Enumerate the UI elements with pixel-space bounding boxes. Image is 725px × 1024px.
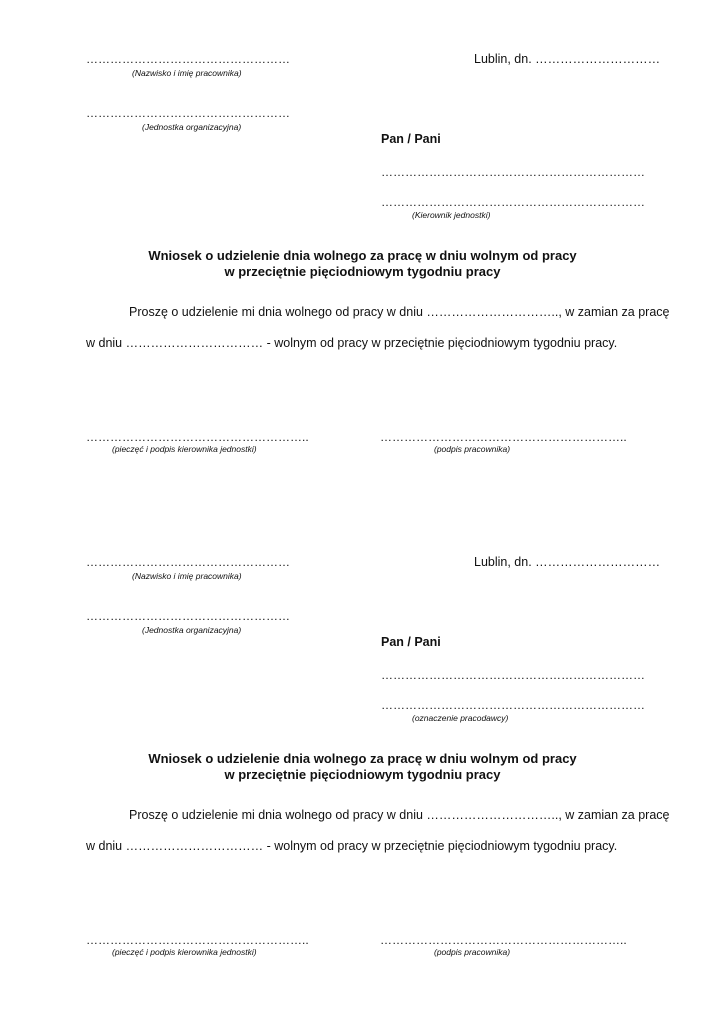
request-title-line-2: w przeciętnie pięciodniowym tygodniu pracy bbox=[224, 767, 501, 782]
request-body-line-2: w dniu …………………………… - wolnym od pracy w przeciętnie pięciodniowym tygodniu pracy. bbox=[86, 839, 618, 853]
employee-name-line: …………………………………………… bbox=[86, 52, 290, 66]
manager-signature-line: ……………………………………………….. bbox=[86, 933, 309, 947]
manager-signature-caption: (pieczęć i podpis kierownika jednostki) bbox=[112, 444, 257, 454]
date-field: Lublin, dn. ………………………… bbox=[474, 555, 661, 569]
addressee-line-2: ………………………………………………………… bbox=[381, 195, 645, 209]
employee-name-caption: (Nazwisko i imię pracownika) bbox=[132, 68, 242, 78]
addressee-line-1: ………………………………………………………… bbox=[381, 668, 645, 682]
request-title-line-2: w przeciętnie pięciodniowym tygodniu pracy bbox=[224, 264, 501, 279]
request-body-line-1: Proszę o udzielenie mi dnia wolnego od pracy w dniu ………………………….., w zamian za pracę bbox=[129, 305, 670, 319]
addressee-caption: (oznaczenie pracodawcy) bbox=[412, 713, 509, 723]
employee-signature-line: …………………………………………………….. bbox=[380, 430, 627, 444]
unit-line: …………………………………………… bbox=[86, 106, 290, 120]
unit-line: …………………………………………… bbox=[86, 609, 290, 623]
unit-caption: (Jednostka organizacyjna) bbox=[142, 625, 242, 635]
addressee-line-2: ………………………………………………………… bbox=[381, 698, 645, 712]
employee-signature-caption: (podpis pracownika) bbox=[434, 947, 511, 957]
request-body-line-2: w dniu …………………………… - wolnym od pracy w przeciętnie pięciodniowym tygodniu pracy. bbox=[86, 336, 618, 350]
addressee-heading: Pan / Pani bbox=[381, 635, 441, 649]
request-body-line-1: Proszę o udzielenie mi dnia wolnego od pracy w dniu ………………………….., w zamian za pracę bbox=[129, 808, 670, 822]
employee-signature-caption: (podpis pracownika) bbox=[434, 444, 511, 454]
leave-request-form-1 bbox=[0, 0, 725, 500]
leave-request-form-2 bbox=[0, 503, 725, 1003]
manager-signature-line: ……………………………………………….. bbox=[86, 430, 309, 444]
request-title-line-1: Wniosek o udzielenie dnia wolnego za pracę w dniu wolnym od pracy bbox=[148, 751, 577, 766]
manager-signature-caption: (pieczęć i podpis kierownika jednostki) bbox=[112, 947, 257, 957]
unit-caption: (Jednostka organizacyjna) bbox=[142, 122, 242, 132]
request-title-line-1: Wniosek o udzielenie dnia wolnego za pracę w dniu wolnym od pracy bbox=[148, 248, 577, 263]
addressee-caption: (Kierownik jednostki) bbox=[412, 210, 491, 220]
employee-signature-line: …………………………………………………….. bbox=[380, 933, 627, 947]
date-field: Lublin, dn. ………………………… bbox=[474, 52, 661, 66]
employee-name-caption: (Nazwisko i imię pracownika) bbox=[132, 571, 242, 581]
addressee-heading: Pan / Pani bbox=[381, 132, 441, 146]
addressee-line-1: ………………………………………………………… bbox=[381, 165, 645, 179]
employee-name-line: …………………………………………… bbox=[86, 555, 290, 569]
